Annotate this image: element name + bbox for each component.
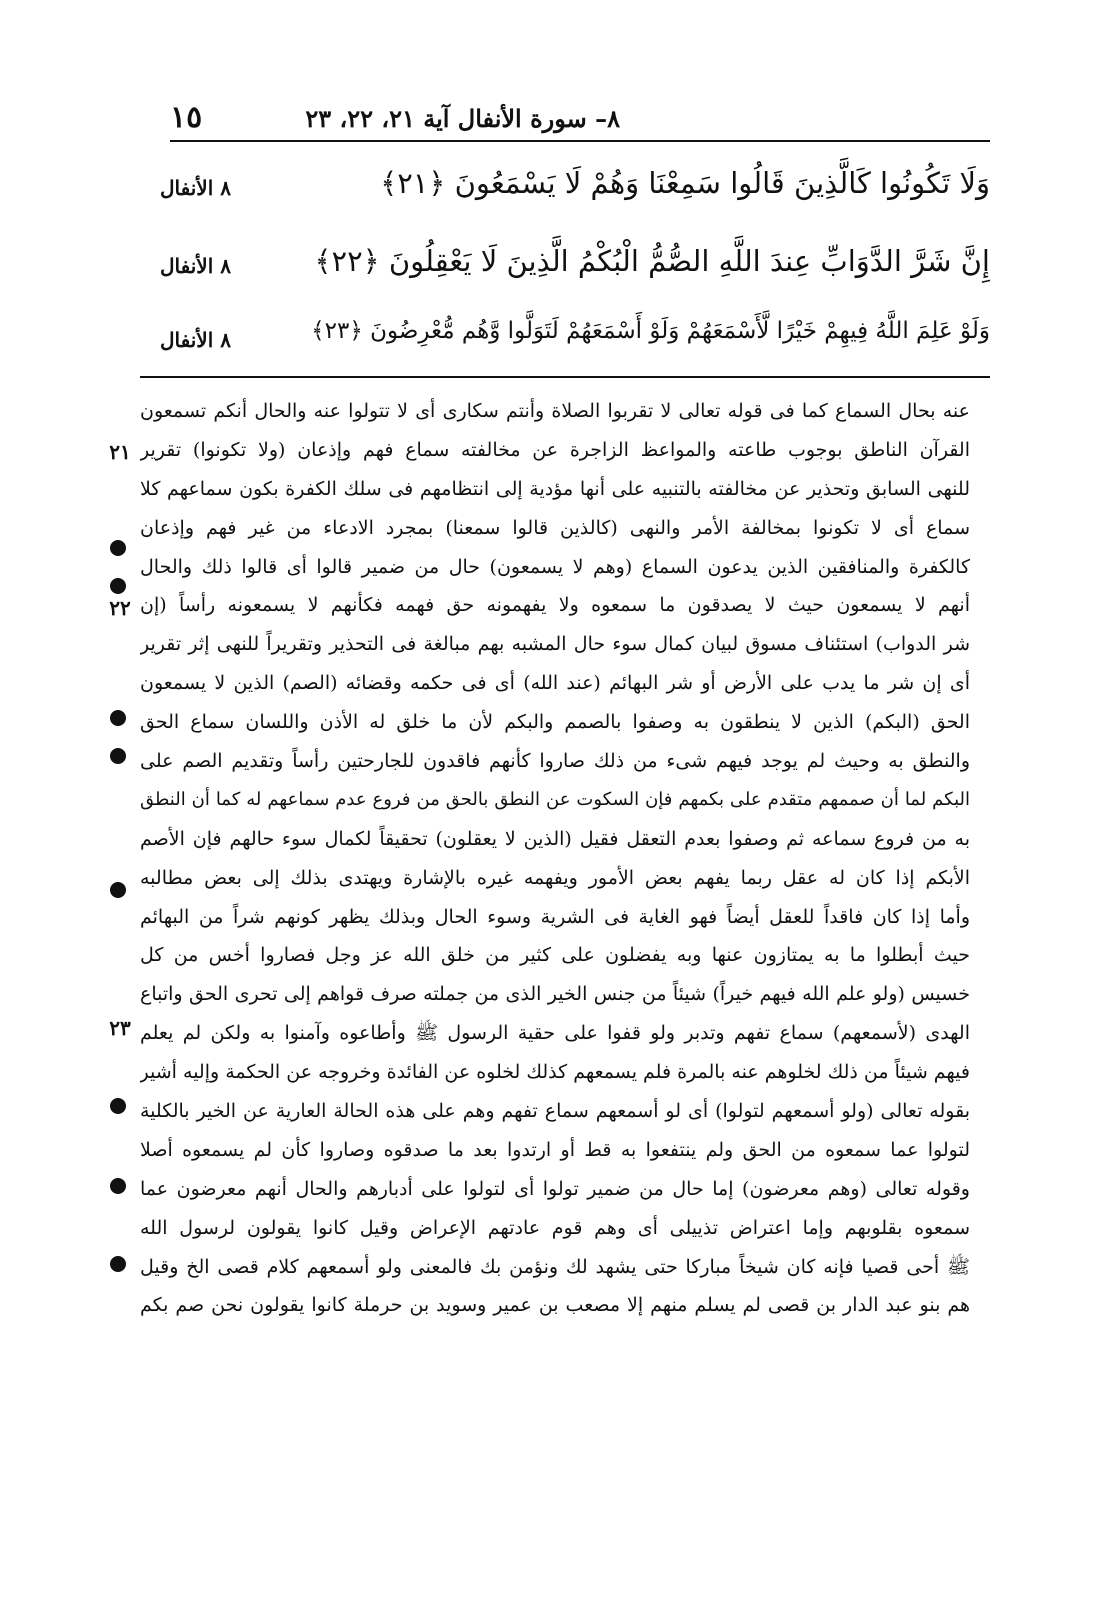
verse-text: وَلَا تَكُونُوا كَالَّذِينَ قَالُوا سَمِعْنَا وَهُمْ لَا يَسْمَعُونَ ﴿٢١﴾	[380, 166, 990, 200]
bullet-dot-icon	[110, 540, 126, 556]
commentary-line: كالكفرة والمنافقين الذين يدعون السماع (وهم لا يسمعون) حال من ضمير قالوا أى قالوا ذلك والحال	[140, 555, 970, 578]
bullet-dot-icon	[110, 1178, 126, 1194]
page-number: ١٥	[170, 100, 203, 135]
bullet-dot-icon	[110, 578, 126, 594]
commentary-line: عنه بحال السماع كما فى قوله تعالى لا تقربوا الصلاة وأنتم سكارى أى لا تتولوا عنه والحال أنكم تسمعون	[140, 400, 970, 422]
running-title: ٨– سورة الأنفال آية ٢١، ٢٢، ٢٣	[305, 104, 620, 133]
verse-number-marker: ٢٣	[109, 1016, 131, 1040]
commentary-line: والنطق به وحيث لم يوجد فيهم شىء من ذلك صاروا كأنهم فاقدون للجارحتين رأساً وتقديم الصم على	[140, 750, 970, 773]
bullet-dot-icon	[110, 748, 126, 764]
verse-text: إِنَّ شَرَّ الدَّوَابِّ عِندَ اللَّهِ الصُّمُّ الْبُكْمُ الَّذِينَ لَا يَعْقِلُونَ ﴿٢٢﴾	[314, 244, 990, 278]
bullet-dot-icon	[110, 1098, 126, 1114]
commentary-line: بقوله تعالى (ولو أسمعهم لتولوا) أى لو أسمعهم سماع تفهم وهم على هذه الحالة العارية عن الخير بالكلية	[140, 1100, 970, 1123]
commentary-text	[140, 392, 970, 1325]
commentary-line: فيهم شيئاً من ذلك لخلوهم عنه بالمرة فلم يسمعهم كذلك لخلوه عن الفائدة وخروجه عن الحكمة وإليه أشير	[140, 1061, 970, 1084]
commentary-line: شر الدواب) استئناف مسوق لبيان كمال سوء حال المشبه بهم مبالغة فى التحذير وتقريراً للنهى إثر تقرير	[140, 633, 970, 656]
commentary-line: وقوله تعالى (وهم معرضون) إما حال من ضمير تولوا أى لتولوا على أدبارهم والحال أنهم معرضون عما	[140, 1177, 970, 1200]
commentary-line: سماع أى لا تكونوا بمخالفة الأمر والنهى (كالذين قالوا سمعنا) بمجرد الادعاء من غير فهم وإذعان	[140, 516, 970, 539]
commentary-line: أنهم لا يسمعون حيث لا يصدقون ما سمعوه ولا يفهمونه حق فهمه فكأنهم لا يسمعونه رأساً (إن	[140, 594, 970, 617]
commentary-line: به من فروع سماعه ثم وصفوا بعدم التعقل فقيل (الذين لا يعقلون) تحقيقاً لكمال سوء حالهم فإن الأصم	[140, 827, 970, 850]
page-header	[170, 100, 990, 140]
verse-row	[160, 244, 990, 298]
commentary-line: القرآن الناطق بوجوب طاعته والمواعظ الزاجرة عن مخالفته سماع فهم وإذعان (ولا تكونوا) تقرير	[140, 438, 970, 461]
section-rule	[140, 376, 990, 378]
commentary-line: الأبكم إذا كان له عقل ربما يفهم بعض الأمور ويفهمه غيره بالإشارة ويهتدى بذلك إلى بعض مطالبه	[140, 866, 970, 889]
commentary-line: ﷺ أحى قصيا فإنه كان شيخاً مباركا حتى يشهد لك ونؤمن بك فالمعنى ولو أسمعهم كلام قصى الخ وقيل	[140, 1255, 970, 1278]
verse-text: وَلَوْ عَلِمَ اللَّهُ فِيهِمْ خَيْرًا لَّأَسْمَعَهُمْ وَلَوْ أَسْمَعَهُمْ لَتَوَلَّوا وَّهُم مُّعْرِضُونَ ﴿٢٣﴾	[311, 318, 990, 344]
commentary-line: لتولوا عما سمعوه من الحق ولم ينتفعوا به قط أو ارتدوا بعد ما صدقوه وصاروا كأن لم يسمعوه أصلا	[140, 1138, 970, 1161]
verse-number-marker: ٢٢	[109, 596, 131, 620]
commentary-line: حيث أبطلوا ما به يمتازون عنها وبه يفضلون على كثير من خلق الله عز وجل فصاروا أخس من كل	[140, 944, 970, 967]
margin-marks	[100, 392, 140, 1452]
bullet-dot-icon	[110, 710, 126, 726]
verse-number-marker: ٢١	[109, 440, 131, 464]
commentary-line: وأما إذا كان فاقداً للعقل أيضاً فهو الغاية فى الشرية وسوء الحال وبذلك يظهر كونهم شراً من البهائم	[140, 905, 970, 928]
bullet-dot-icon	[110, 1256, 126, 1272]
commentary-line: هم بنو عبد الدار بن قصى لم يسلم منهم إلا مصعب بن عمير وسويد بن حرملة كانوا يقولون نحن صم بكم	[140, 1294, 970, 1317]
commentary-line: للنهى السابق وتحذير عن مخالفته بالتنبيه على أنها مؤدية إلى انتظامهم فى سلك الكفرة بكون سماعهم كلا	[140, 477, 970, 500]
commentary-line: الهدى (لأسمعهم) سماع تفهم وتدبر ولو قفوا على حقية الرسول ﷺ وأطاعوه وآمنوا به ولكن لم يعلم	[140, 1022, 970, 1045]
verse-row	[160, 166, 990, 220]
verse-reference: ٨ الأنفال	[160, 176, 231, 200]
verse-reference: ٨ الأنفال	[160, 254, 231, 278]
commentary-line: الحق (البكم) الذين لا ينطقون به وصفوا بالصمم والبكم لأن ما خلق له الأذن واللسان سماع الحق	[140, 711, 970, 734]
commentary-line: سمعوه بقلوبهم وإما اعتراض تذييلى أى وهم قوم عادتهم الإعراض وقيل كانوا يقولون لرسول الله	[140, 1216, 970, 1239]
commentary-line: أى إن شر ما يدب على الأرض أو شر البهائم (عند الله) أى فى حكمه وقضائه (الصم) الذين لا يسمعون	[140, 672, 970, 695]
commentary-line: خسيس (ولو علم الله فيهم خيراً) شيئاً من جنس الخير الذى من جملته صرف قواهم إلى تحرى الحق واتباع	[140, 983, 970, 1006]
bullet-dot-icon	[110, 882, 126, 898]
verse-row	[160, 318, 990, 372]
commentary-line: البكم لما أن صممهم متقدم على بكمهم فإن السكوت عن النطق بالحق من فروع عدم سماعهم له كما أن النطق	[140, 788, 970, 810]
verse-reference: ٨ الأنفال	[160, 328, 231, 352]
header-rule	[170, 140, 990, 142]
